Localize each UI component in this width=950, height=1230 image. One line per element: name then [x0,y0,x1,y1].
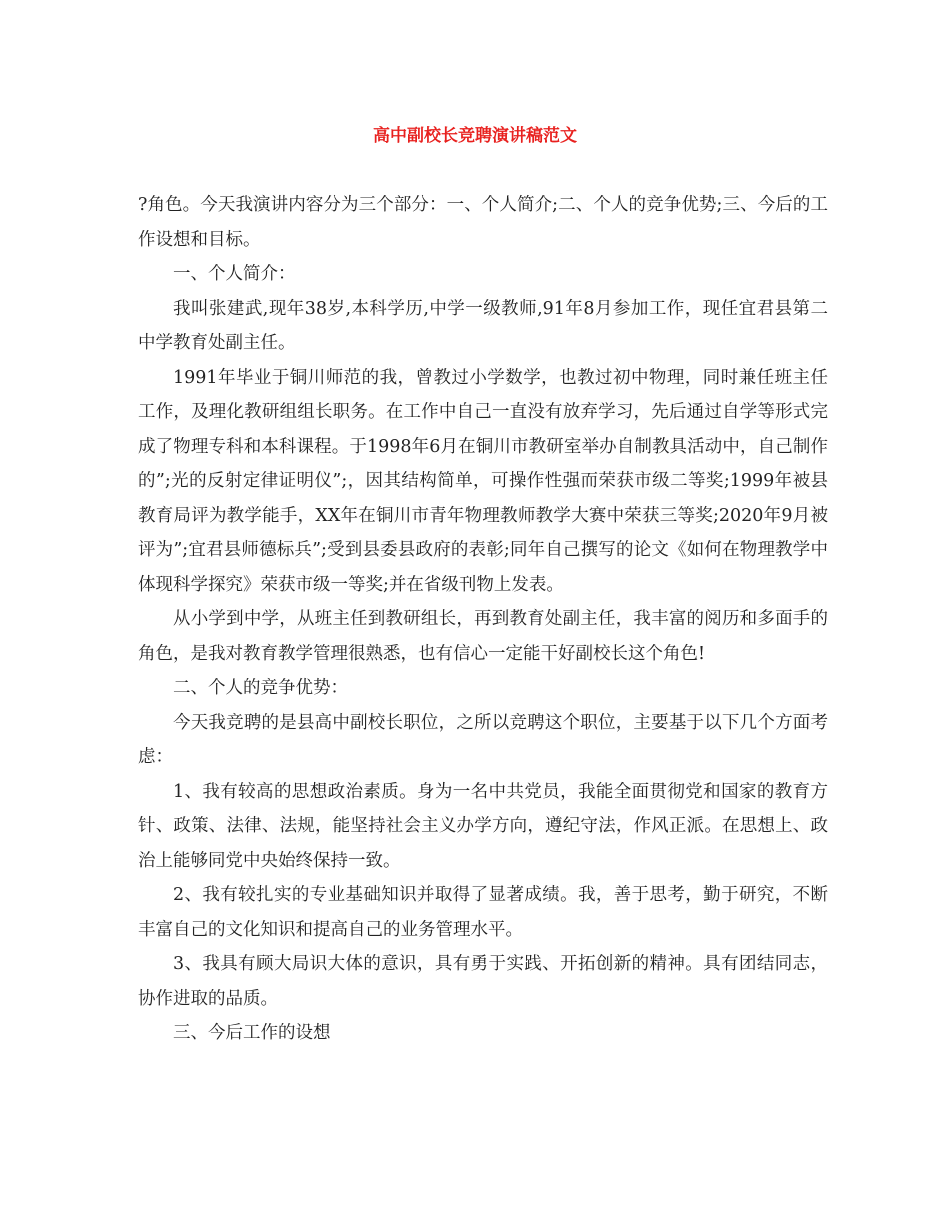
paragraph-experience: 从小学到中学，从班主任到教研组长，再到教育处副主任，我丰富的阅历和多面手的角色，是我对教育教学管理很熟悉，也有信心一定能干好副校长这个角色! [138,609,828,664]
document-title: 高中副校长竞聘演讲稿范文 [373,126,577,146]
section-heading-profile: 一、个人简介： [173,264,296,284]
section-heading-advantages: 二、个人的竞争优势： [173,678,348,698]
list-item-political: 1、我有较高的思想政治素质。身为一名中共党员，我能全面贯彻党和国家的教育方针、政策、法律、法规，能坚持社会主义办学方向，遵纪守法，作风正派。在思想上、政治上能够同党中央始终保持一致。 [138,781,828,871]
paragraph-reason: 今天我竞聘的是县高中副校长职位，之所以竞聘这个职位，主要基于以下几个方面考虑： [138,712,828,767]
document-body [138,188,828,1051]
list-item-professional: 2、我有较扎实的专业基础知识并取得了显著成绩。我，善于思考，勤于研究，不断丰富自己的文化知识和提高自己的业务管理水平。 [138,885,828,940]
section-heading-plans: 三、今后工作的设想 [173,1023,331,1043]
paragraph-profile: 我叫张建武,现年38岁,本科学历,中学一级教师,91年8月参加工作，现任宜君县第二中学教育处副主任。 [138,298,828,353]
paragraph-intro: ?角色。今天我演讲内容分为三个部分：一、个人简介;二、个人的竞争优势;三、今后的工作设想和目标。 [138,195,828,250]
list-item-teamwork: 3、我具有顾大局识大体的意识，具有勇于实践、开拓创新的精神。具有团结同志，协作进取的品质。 [138,954,828,1009]
paragraph-career: 1991年毕业于铜川师范的我，曾教过小学数学，也教过初中物理，同时兼任班主任工作，及理化教研组组长职务。在工作中自己一直没有放弃学习，先后通过自学等形式完成了物理专科和本科课程。于1998年6月在铜川市教研室举办自制教具活动中，自己制作的”;光的反射定律证明仪”;，因其结构简单，可操作性强而荣获市级二等奖;1999年被县教育局评为教学能手，XX年在铜川市青年物理教师教学大赛中荣获三等奖;2020年9月被评为”;宜君县师德标兵”;受到县委县政府的表彰;同年自己撰写的论文《如何在物理教学中体现科学探究》荣获市级一等奖;并在省级刊物上发表。 [138,367,828,595]
